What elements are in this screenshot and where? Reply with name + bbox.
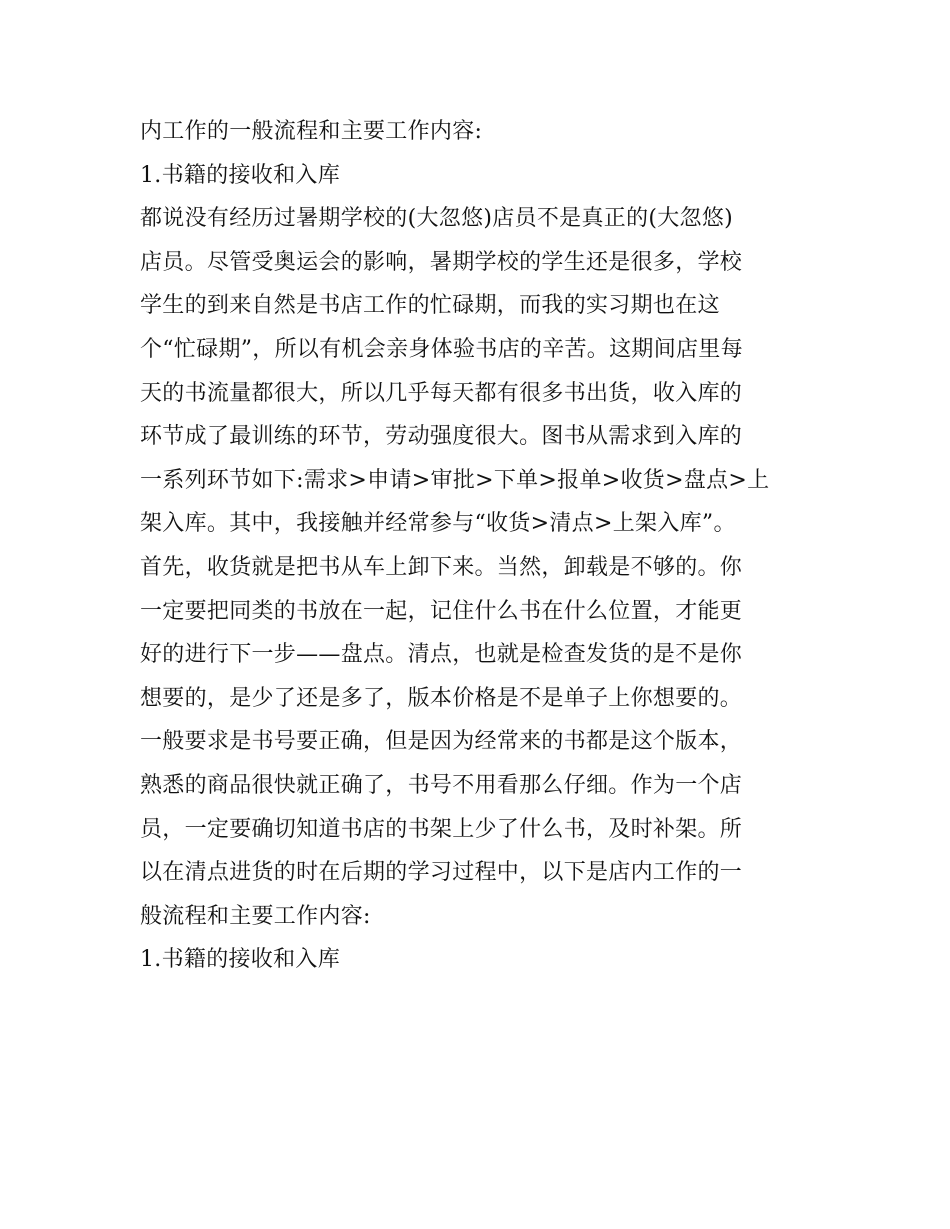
text-line: 好的进行下一步——盘点。清点，也就是检查发货的是不是你 [140, 642, 743, 668]
text-line: 一定要把同类的书放在一起，记住什么书在什么位置，才能更 [140, 598, 743, 624]
text-line: 熟悉的商品很快就正确了，书号不用看那么仔细。作为一个店 [140, 772, 743, 798]
text-line: 首先，收货就是把书从车上卸下来。当然，卸载是不够的。你 [140, 554, 743, 580]
text-line: 般流程和主要工作内容: [140, 903, 371, 929]
section-heading: 1.书籍的接收和入库 [140, 162, 340, 188]
text-line: 想要的，是少了还是多了，版本价格是不是单子上你想要的。 [140, 685, 743, 711]
text-line: 学生的到来自然是书店工作的忙碌期，而我的实习期也在这 [140, 293, 720, 319]
text-line: 一系列环节如下:需求>申请>审批>下单>报单>收货>盘点>上 [140, 467, 770, 493]
section-heading: 1.书籍的接收和入库 [140, 947, 340, 973]
text-line: 个“忙碌期”，所以有机会亲身体验书店的辛苦。这期间店里每 [140, 336, 743, 362]
text-line: 一般要求是书号要正确，但是因为经常来的书都是这个版本， [140, 729, 743, 755]
text-line: 天的书流量都很大，所以几乎每天都有很多书出货，收入库的 [140, 380, 743, 406]
text-line: 以在清点进货的时在后期的学习过程中，以下是店内工作的一 [140, 860, 743, 886]
document-body [140, 110, 830, 982]
text-line: 员，一定要确切知道书店的书架上少了什么书，及时补架。所 [140, 816, 743, 842]
text-line: 都说没有经历过暑期学校的(大忽悠)店员不是真正的(大忽悠) [140, 206, 734, 232]
text-line: 架入库。其中，我接触并经常参与“收货>清点>上架入库”。 [140, 511, 736, 537]
text-line: 内工作的一般流程和主要工作内容: [140, 119, 483, 144]
text-line: 环节成了最训练的环节，劳动强度很大。图书从需求到入库的 [140, 424, 743, 450]
text-line: 店员。尽管受奥运会的影响，暑期学校的学生还是很多，学校 [140, 249, 743, 275]
